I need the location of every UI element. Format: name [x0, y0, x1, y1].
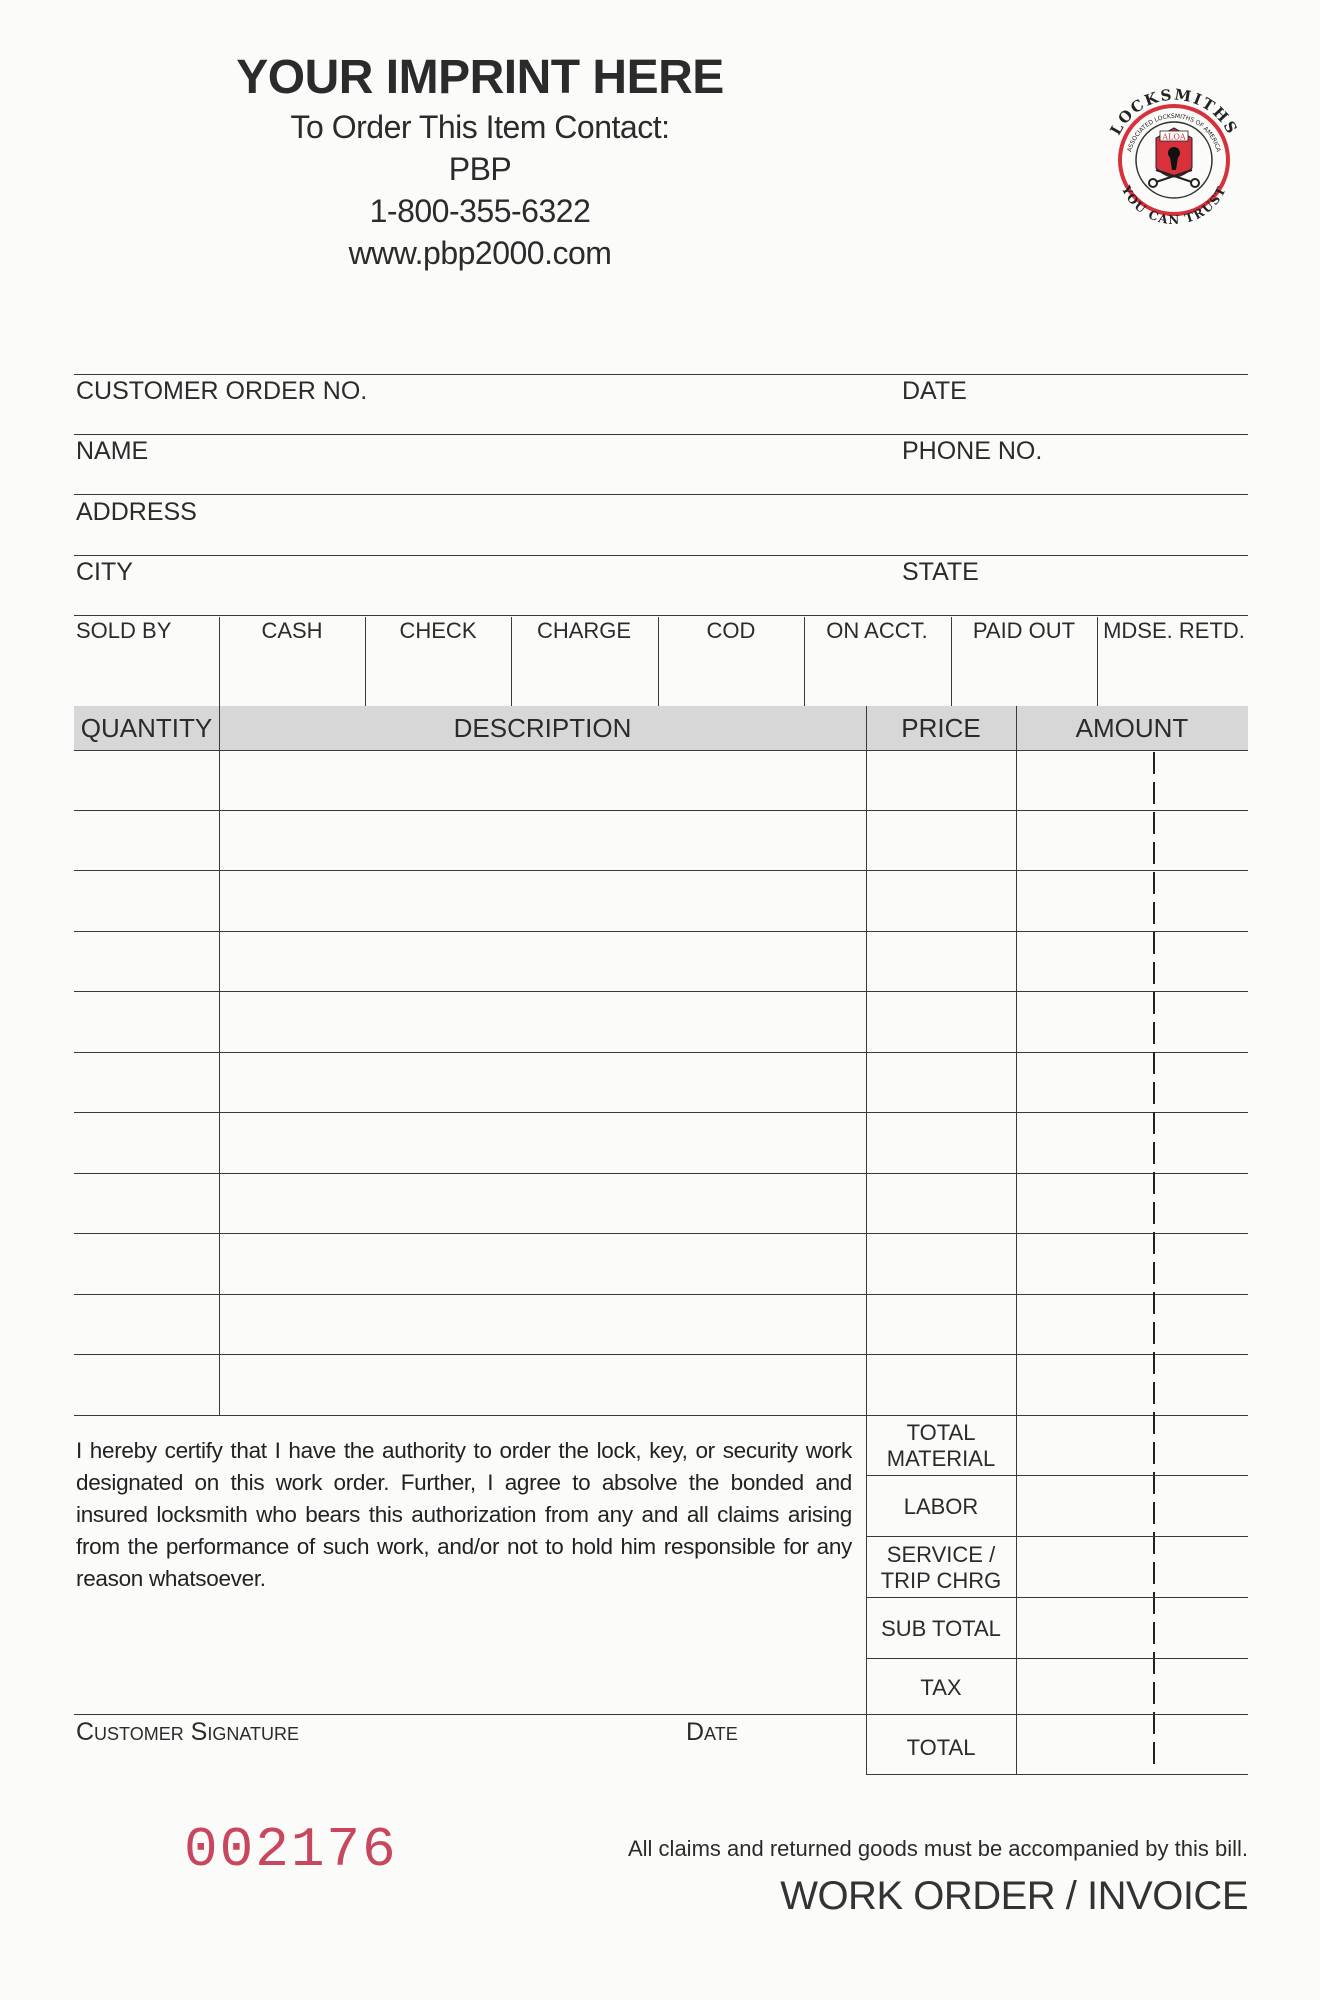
price-cell[interactable]	[866, 932, 1016, 992]
cents-separator-dash	[1153, 1142, 1155, 1164]
description-cell[interactable]	[219, 750, 866, 810]
table-row[interactable]	[74, 1295, 1248, 1356]
description-cell[interactable]	[219, 1113, 866, 1173]
quantity-cell[interactable]	[74, 1174, 219, 1234]
labor-label: LABOR	[903, 1494, 979, 1519]
labor-row[interactable]	[866, 1476, 1248, 1537]
claims-notice: All claims and returned goods must be accompanied by this bill.	[628, 1836, 1248, 1861]
cents-separator-dash	[1153, 1352, 1155, 1374]
state-label: STATE	[902, 558, 979, 586]
signature-line[interactable]	[74, 1714, 866, 1715]
quantity-header: QUANTITY	[80, 713, 213, 743]
quantity-cell[interactable]	[74, 1053, 219, 1113]
description-cell[interactable]	[219, 932, 866, 992]
customer-order-no-label: CUSTOMER ORDER NO.	[76, 377, 368, 405]
cents-separator-dash	[1153, 902, 1155, 924]
imprint-title: YOUR IMPRINT HERE	[236, 51, 724, 104]
cents-separator-dash	[1153, 1292, 1155, 1314]
cents-separator-dash	[1153, 872, 1155, 894]
total-material-row[interactable]	[866, 1415, 1248, 1476]
sub-total-label: SUB TOTAL	[881, 1616, 1001, 1641]
table-row[interactable]	[74, 750, 1248, 811]
amount-cell[interactable]	[1016, 1174, 1248, 1234]
table-row[interactable]	[74, 1234, 1248, 1295]
cash-box[interactable]: CASH	[261, 618, 323, 643]
charge-box[interactable]: CHARGE	[536, 618, 632, 643]
cents-separator-dash	[1153, 1082, 1155, 1104]
tax-row[interactable]	[866, 1659, 1248, 1715]
price-cell[interactable]	[866, 1295, 1016, 1355]
authorization-statement: I hereby certify that I have the authority to order the lock, key, or security work designated on this work order. Further, I agree to absolve the bonded and insured locksmith who bears this authorization from any and all claims arising from the performance of such work, and/or not to hold him responsible for any reason whatsoever.	[76, 1438, 852, 1591]
contact-website: www.pbp2000.com	[348, 235, 612, 271]
order-no-line[interactable]	[74, 434, 1248, 435]
table-row[interactable]	[74, 992, 1248, 1053]
amount-cell[interactable]	[1016, 932, 1248, 992]
amount-cell[interactable]	[1016, 1053, 1248, 1113]
cents-separator-dash	[1153, 1262, 1155, 1284]
price-header: PRICE	[901, 713, 981, 743]
cents-separator-dash	[1153, 1232, 1155, 1254]
price-cell[interactable]	[866, 1355, 1016, 1415]
sold-by-box[interactable]: SOLD BY	[76, 618, 172, 643]
logo-badge-text: ALOA	[1162, 132, 1186, 142]
description-cell[interactable]	[219, 1295, 866, 1355]
payment-divider	[1097, 617, 1098, 706]
rule-top	[74, 374, 1248, 375]
table-row[interactable]	[74, 1053, 1248, 1114]
description-cell[interactable]	[219, 1174, 866, 1234]
aloa-locksmiths-seal-logo	[1096, 82, 1252, 238]
amount-header: AMOUNT	[1075, 713, 1189, 743]
customer-signature-label: Customer Signature	[76, 1718, 300, 1746]
cents-separator-dash	[1153, 1202, 1155, 1224]
cents-separator-dash	[1153, 992, 1155, 1014]
description-cell[interactable]	[219, 871, 866, 931]
contact-heading: To Order This Item Contact:	[290, 109, 670, 145]
signature-date-label: Date	[686, 1718, 738, 1746]
merchandise-returned-box[interactable]: MDSE. RETD.	[1103, 618, 1245, 643]
amount-cell[interactable]	[1016, 811, 1248, 871]
price-cell[interactable]	[866, 871, 1016, 931]
table-row[interactable]	[74, 811, 1248, 872]
price-cell[interactable]	[866, 1174, 1016, 1234]
amount-cell[interactable]	[1016, 871, 1248, 931]
cod-box[interactable]: COD	[706, 618, 756, 643]
phone-no-label: PHONE NO.	[902, 437, 1043, 465]
contact-phone: 1-800-355-6322	[369, 193, 591, 229]
amount-cell[interactable]	[1016, 1113, 1248, 1173]
quantity-cell[interactable]	[74, 1113, 219, 1173]
quantity-cell[interactable]	[74, 1234, 219, 1294]
description-cell[interactable]	[219, 1234, 866, 1294]
city-label: CITY	[76, 558, 133, 586]
on-account-box[interactable]: ON ACCT.	[826, 618, 928, 643]
amount-cell[interactable]	[1016, 750, 1248, 810]
cents-separator-dash	[1153, 752, 1155, 774]
city-line[interactable]	[74, 615, 1248, 616]
quantity-column-divider	[219, 706, 220, 1415]
total-material-label-1: TOTAL	[906, 1420, 976, 1445]
logo-top-text: LOCKSMITHS	[1106, 85, 1242, 139]
amount-cell[interactable]	[1016, 1355, 1248, 1415]
sub-total-row[interactable]	[866, 1598, 1248, 1659]
check-box[interactable]: CHECK	[399, 618, 477, 643]
total-label: TOTAL	[906, 1735, 976, 1760]
imprint-header	[180, 50, 780, 274]
cents-separator-dash	[1153, 1382, 1155, 1404]
cents-separator-dash	[1153, 782, 1155, 804]
name-line[interactable]	[74, 494, 1248, 495]
description-cell[interactable]	[219, 811, 866, 871]
company-name: PBP	[448, 151, 512, 187]
cents-separator-dash	[1153, 812, 1155, 834]
service-label-2: TRIP CHRG	[880, 1568, 1002, 1593]
table-row[interactable]	[74, 1113, 1248, 1174]
table-row[interactable]	[74, 1355, 1248, 1416]
quantity-cell[interactable]	[74, 932, 219, 992]
date-label: DATE	[902, 377, 967, 405]
cents-separator-dash	[1153, 932, 1155, 954]
price-cell[interactable]	[866, 1053, 1016, 1113]
table-row[interactable]	[74, 1174, 1248, 1235]
svg-text:YOU CAN TRUST	[1118, 183, 1229, 228]
description-cell[interactable]	[219, 1355, 866, 1415]
address-line[interactable]	[74, 555, 1248, 556]
items-table	[74, 750, 1248, 1415]
price-cell[interactable]	[866, 992, 1016, 1052]
price-cell[interactable]	[866, 811, 1016, 871]
price-cell[interactable]	[866, 1234, 1016, 1294]
service-label-1: SERVICE /	[886, 1542, 996, 1567]
amount-cell[interactable]	[1016, 1295, 1248, 1355]
quantity-cell[interactable]	[74, 750, 219, 810]
logo-ring-text: ASSOCIATED LOCKSMITHS OF AMERICA	[1126, 112, 1222, 153]
form-serial-number: 002176	[184, 1818, 398, 1882]
logo-bottom-text: YOU CAN TRUST	[1118, 183, 1230, 228]
tax-label: TAX	[920, 1675, 962, 1700]
form-title: WORK ORDER / INVOICE	[780, 1874, 1248, 1918]
quantity-cell[interactable]	[74, 992, 219, 1052]
table-row[interactable]	[74, 932, 1248, 993]
price-cell[interactable]	[866, 750, 1016, 810]
description-cell[interactable]	[219, 992, 866, 1052]
service-trip-charge-row[interactable]	[866, 1537, 1248, 1598]
cents-separator-dash	[1153, 842, 1155, 864]
cents-separator-dash	[1153, 1172, 1155, 1194]
amount-cell[interactable]	[1016, 1234, 1248, 1294]
address-label: ADDRESS	[76, 498, 197, 526]
description-header: DESCRIPTION	[453, 713, 632, 743]
price-cell[interactable]	[866, 1113, 1016, 1173]
total-row[interactable]	[866, 1715, 1248, 1775]
cents-separator-dash	[1153, 1022, 1155, 1044]
name-label: NAME	[76, 437, 149, 465]
amount-cell[interactable]	[1016, 992, 1248, 1052]
paid-out-box[interactable]: PAID OUT	[972, 618, 1076, 643]
quantity-cell[interactable]	[74, 811, 219, 871]
quantity-cell[interactable]	[74, 871, 219, 931]
total-material-label-2: MATERIAL	[886, 1446, 996, 1471]
quantity-cell[interactable]	[74, 1355, 219, 1415]
cents-separator-dash	[1153, 1322, 1155, 1344]
cents-separator-dash	[1153, 962, 1155, 984]
quantity-cell[interactable]	[74, 1295, 219, 1355]
cents-separator-dash	[1153, 1112, 1155, 1134]
description-cell[interactable]	[219, 1053, 866, 1113]
table-row[interactable]	[74, 871, 1248, 932]
cents-separator-dash	[1153, 1052, 1155, 1074]
